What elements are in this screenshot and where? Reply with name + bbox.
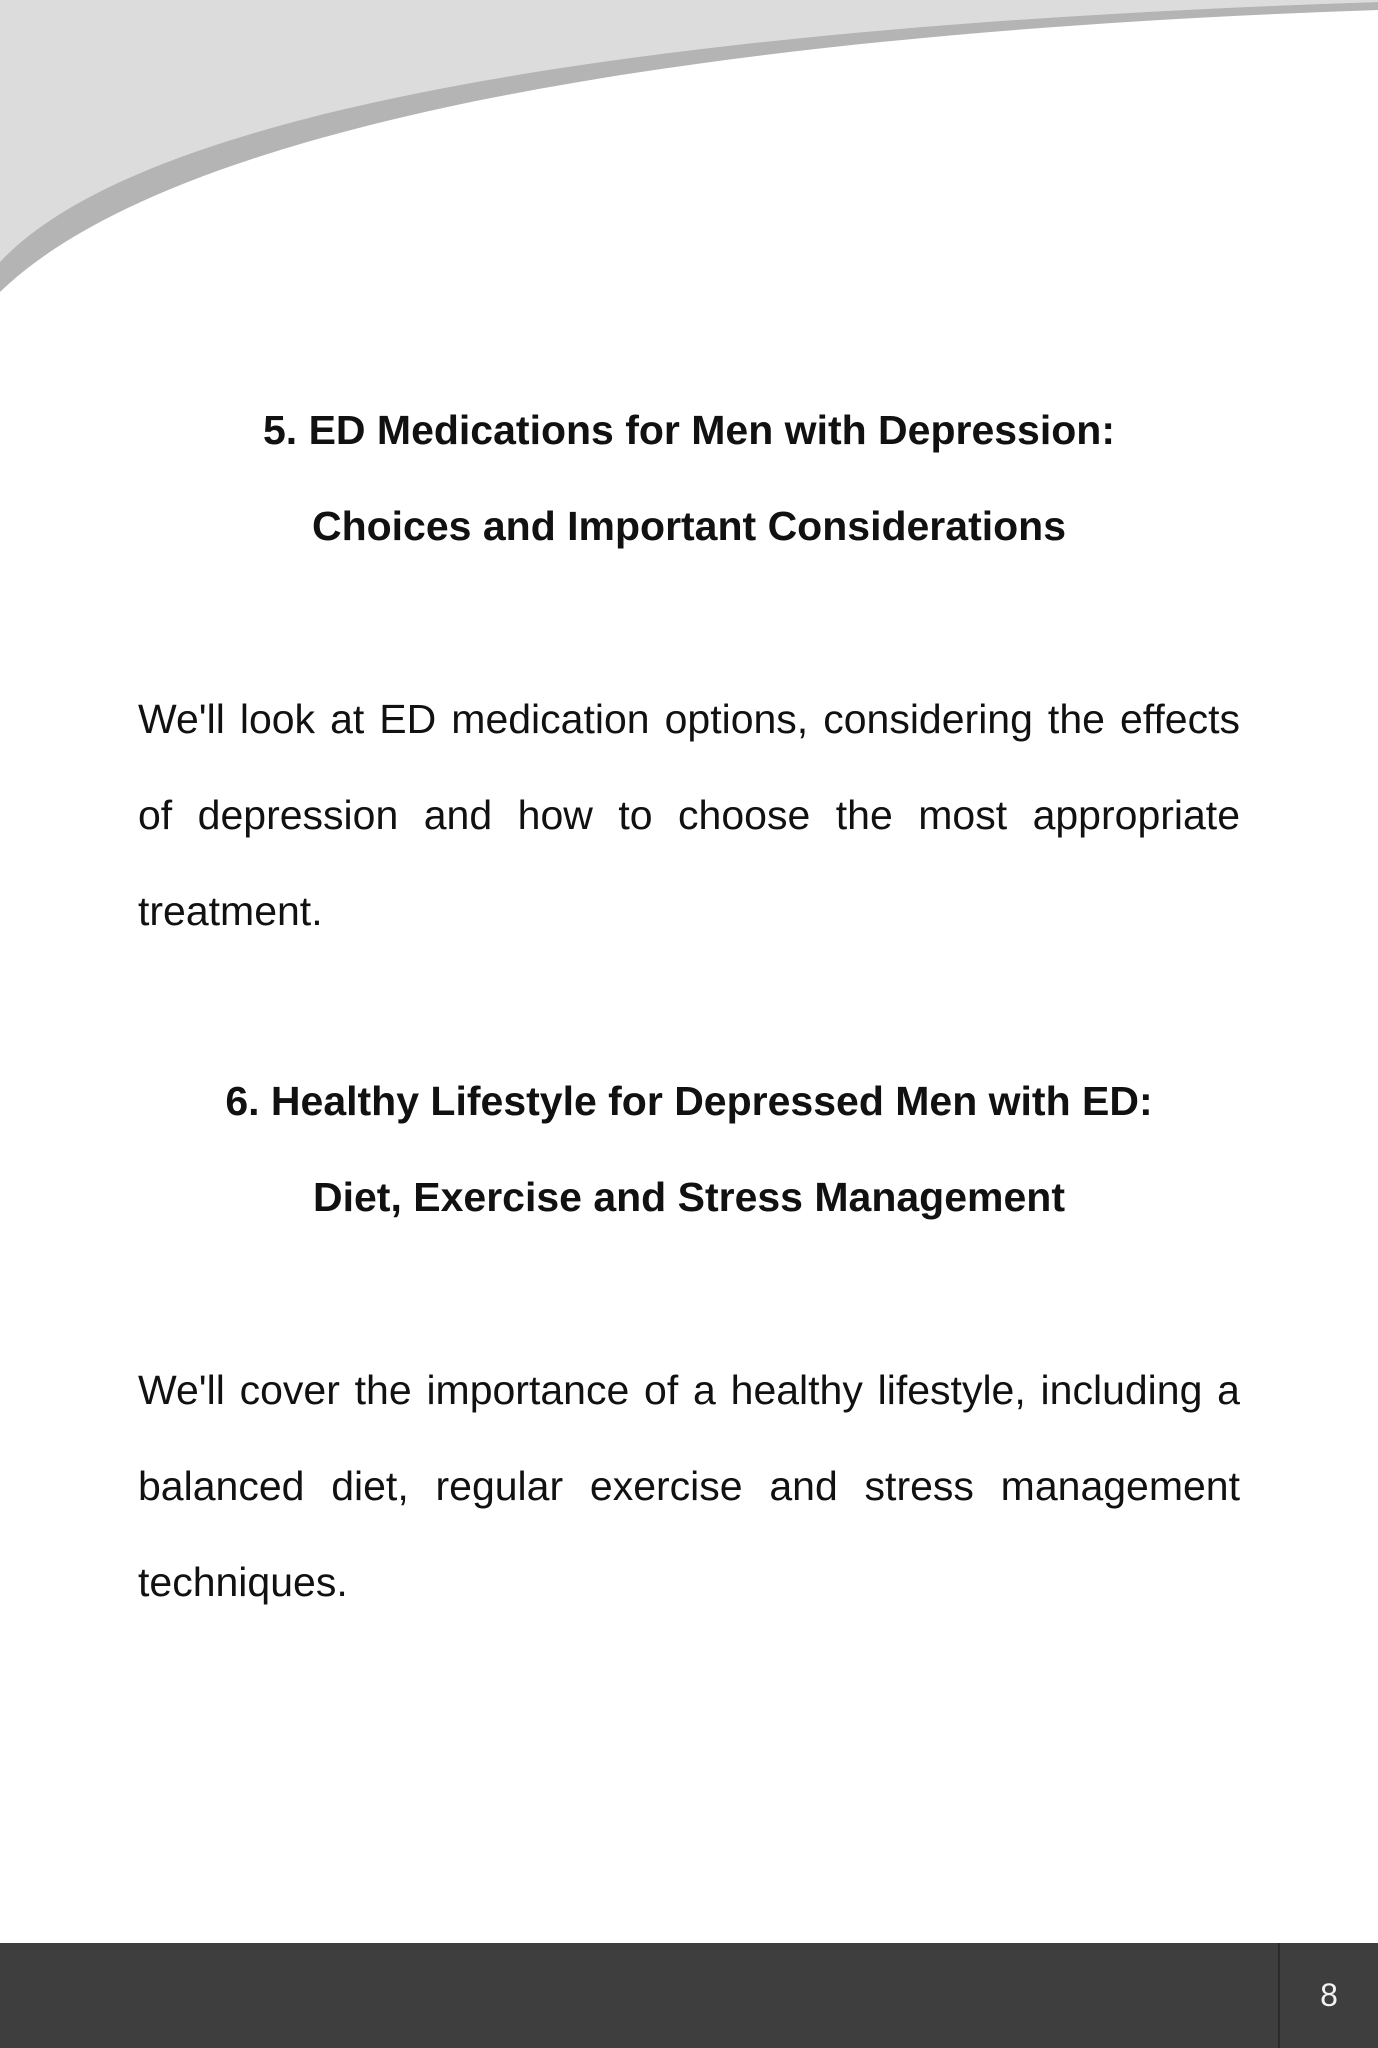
section-5-heading — [138, 382, 1240, 574]
page-number: 8 — [1320, 1977, 1338, 2013]
section-6-heading-line-1: 6. Healthy Lifestyle for Depressed Men with ED: — [225, 1078, 1153, 1124]
section-6-heading-line-2: Diet, Exercise and Stress Management — [313, 1174, 1065, 1220]
swoosh-fill-shape — [0, 0, 1378, 262]
page-number-box — [1278, 1943, 1378, 2048]
footer-bar — [0, 1943, 1378, 2048]
section-5-body: We'll look at ED medication options, considering the effects of depression and how to choose the most appropriate treatment. — [138, 696, 1240, 934]
section-5-heading-line-1: 5. ED Medications for Men with Depression: — [262, 407, 1115, 453]
section-5-heading-line-2: Choices and Important Considerations — [311, 503, 1067, 549]
section-6-heading — [138, 1053, 1240, 1245]
header-swoosh-decoration — [0, 0, 1378, 300]
section-6-body: We'll cover the importance of a healthy lifestyle, including a balanced diet, regular exercise and stress management techniques. — [138, 1367, 1240, 1605]
